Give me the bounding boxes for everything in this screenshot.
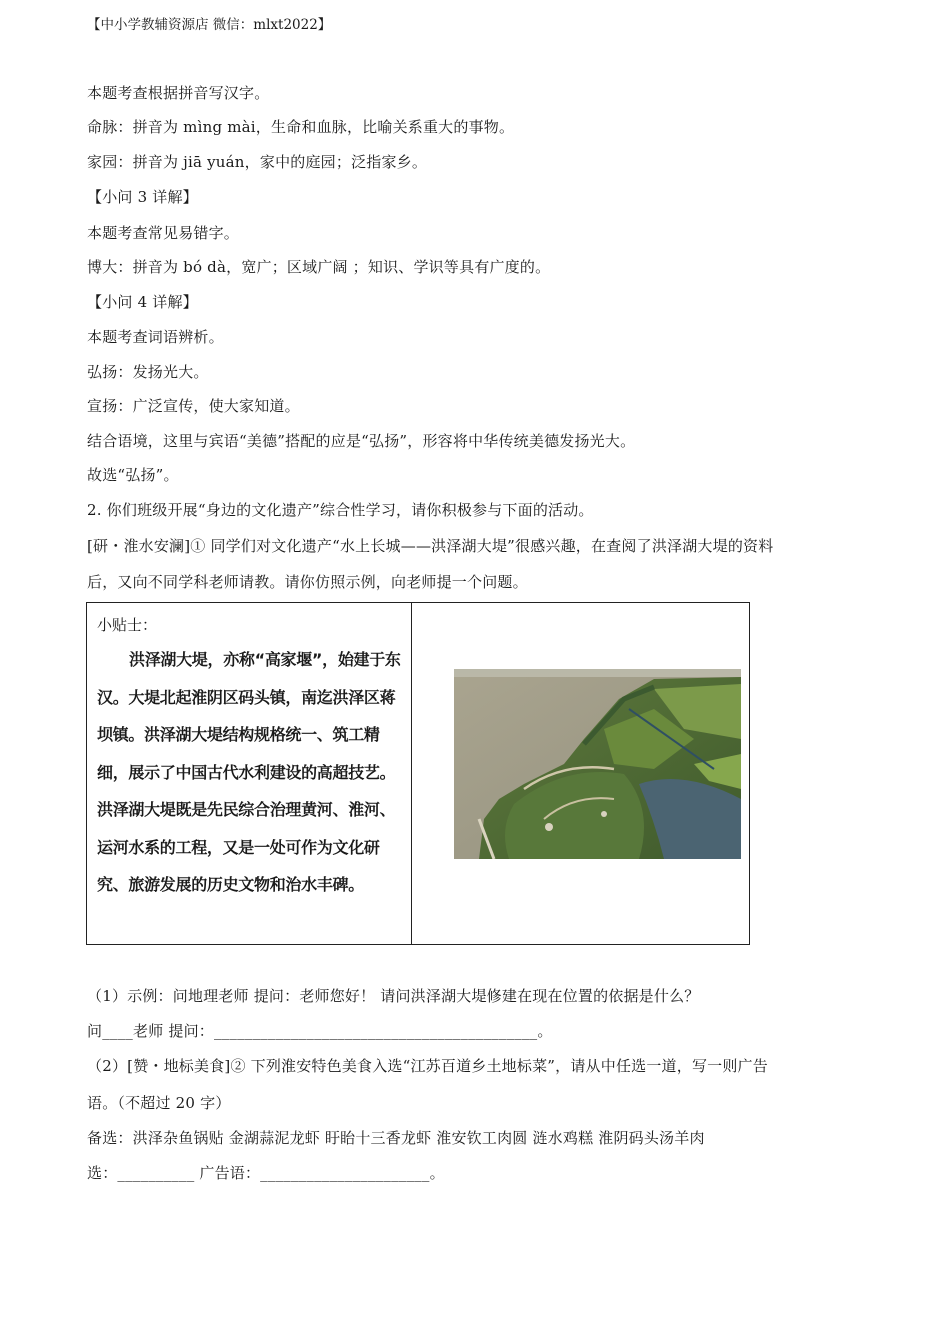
question-text: （2）[赞・地标美食]② 下列淮安特色美食入选“江苏百道乡土地标菜”，请从中任选一道，写一则广告 xyxy=(87,1057,768,1075)
section-heading: 【小问 3 详解】 xyxy=(87,188,198,206)
text-line: 本题考查根据拼音写汉字。 xyxy=(87,84,270,102)
tip-label: 小贴士： xyxy=(97,616,158,634)
options-line: 备选：洪泽杂鱼锅贴 金湖蒜泥龙虾 盱眙十三香龙虾 淮安钦工肉圆 涟水鸡糕 淮阴码头汤羊肉 xyxy=(87,1129,705,1147)
aerial-photo xyxy=(454,669,741,859)
text-line: 家园：拼音为 jiā yuán，家中的庭园；泛指家乡。 xyxy=(87,153,428,171)
page-header: 【中小学教辅资源店 微信：mlxt2022】 xyxy=(87,17,332,33)
tip-text: 洪泽湖大堤，亦称“高家堰”，始建于东汉。大堤北起淮阴区码头镇，南迄洪泽区蒋坝镇。洪泽湖大堤结构规格统一、筑工精细，展示了中国古代水利建设的高超技艺。洪泽湖大堤既是先民综合治理黄河、淮河、运河水系的工程，又是一处可作为文化研究、旅游发展的历史文物和治水丰碑。 xyxy=(97,650,401,894)
text-line: [研・淮水安澜]① 同学们对文化遗产“水上长城——洪泽湖大堤”很感兴趣，在查阅了洪泽湖大堤的资料 xyxy=(87,537,774,555)
text-line: 本题考查常见易错字。 xyxy=(87,224,240,242)
answer-blank-line: 问____老师 提问：__________________________________________。 xyxy=(87,1022,553,1040)
example-question: （1）示例：问地理老师 提问：老师您好！ 请问洪泽湖大堤修建在现在位置的依据是什么？ xyxy=(87,987,700,1005)
text-line: 弘扬：发扬光大。 xyxy=(87,363,209,381)
text-line: 后，又向不同学科老师请教。请你仿照示例，向老师提一个问题。 xyxy=(87,573,528,591)
section-heading: 【小问 4 详解】 xyxy=(87,293,198,311)
text-line: 结合语境，这里与宾语“美德”搭配的应是“弘扬”，形容将中华传统美德发扬光大。 xyxy=(87,432,636,450)
text-line: 博大：拼音为 bó dà，宽广；区域广阔 ；知识、学识等具有广度的。 xyxy=(87,258,551,276)
text-line: 本题考查词语辨析。 xyxy=(87,328,224,346)
text-line: 故选“弘扬”。 xyxy=(87,466,179,484)
question-text: 语。（不超过 20 字） xyxy=(87,1094,231,1112)
question-title: 2. 你们班级开展“身边的文化遗产”综合性学习，请你积极参与下面的活动。 xyxy=(87,501,594,519)
answer-blank-line: 选：__________ 广告语：______________________。 xyxy=(87,1164,445,1182)
text-line: 命脉：拼音为 mìng mài，生命和血脉，比喻关系重大的事物。 xyxy=(87,118,515,136)
tip-cell xyxy=(87,603,412,944)
text-line: 宣扬：广泛宣传，使大家知道。 xyxy=(87,397,300,415)
